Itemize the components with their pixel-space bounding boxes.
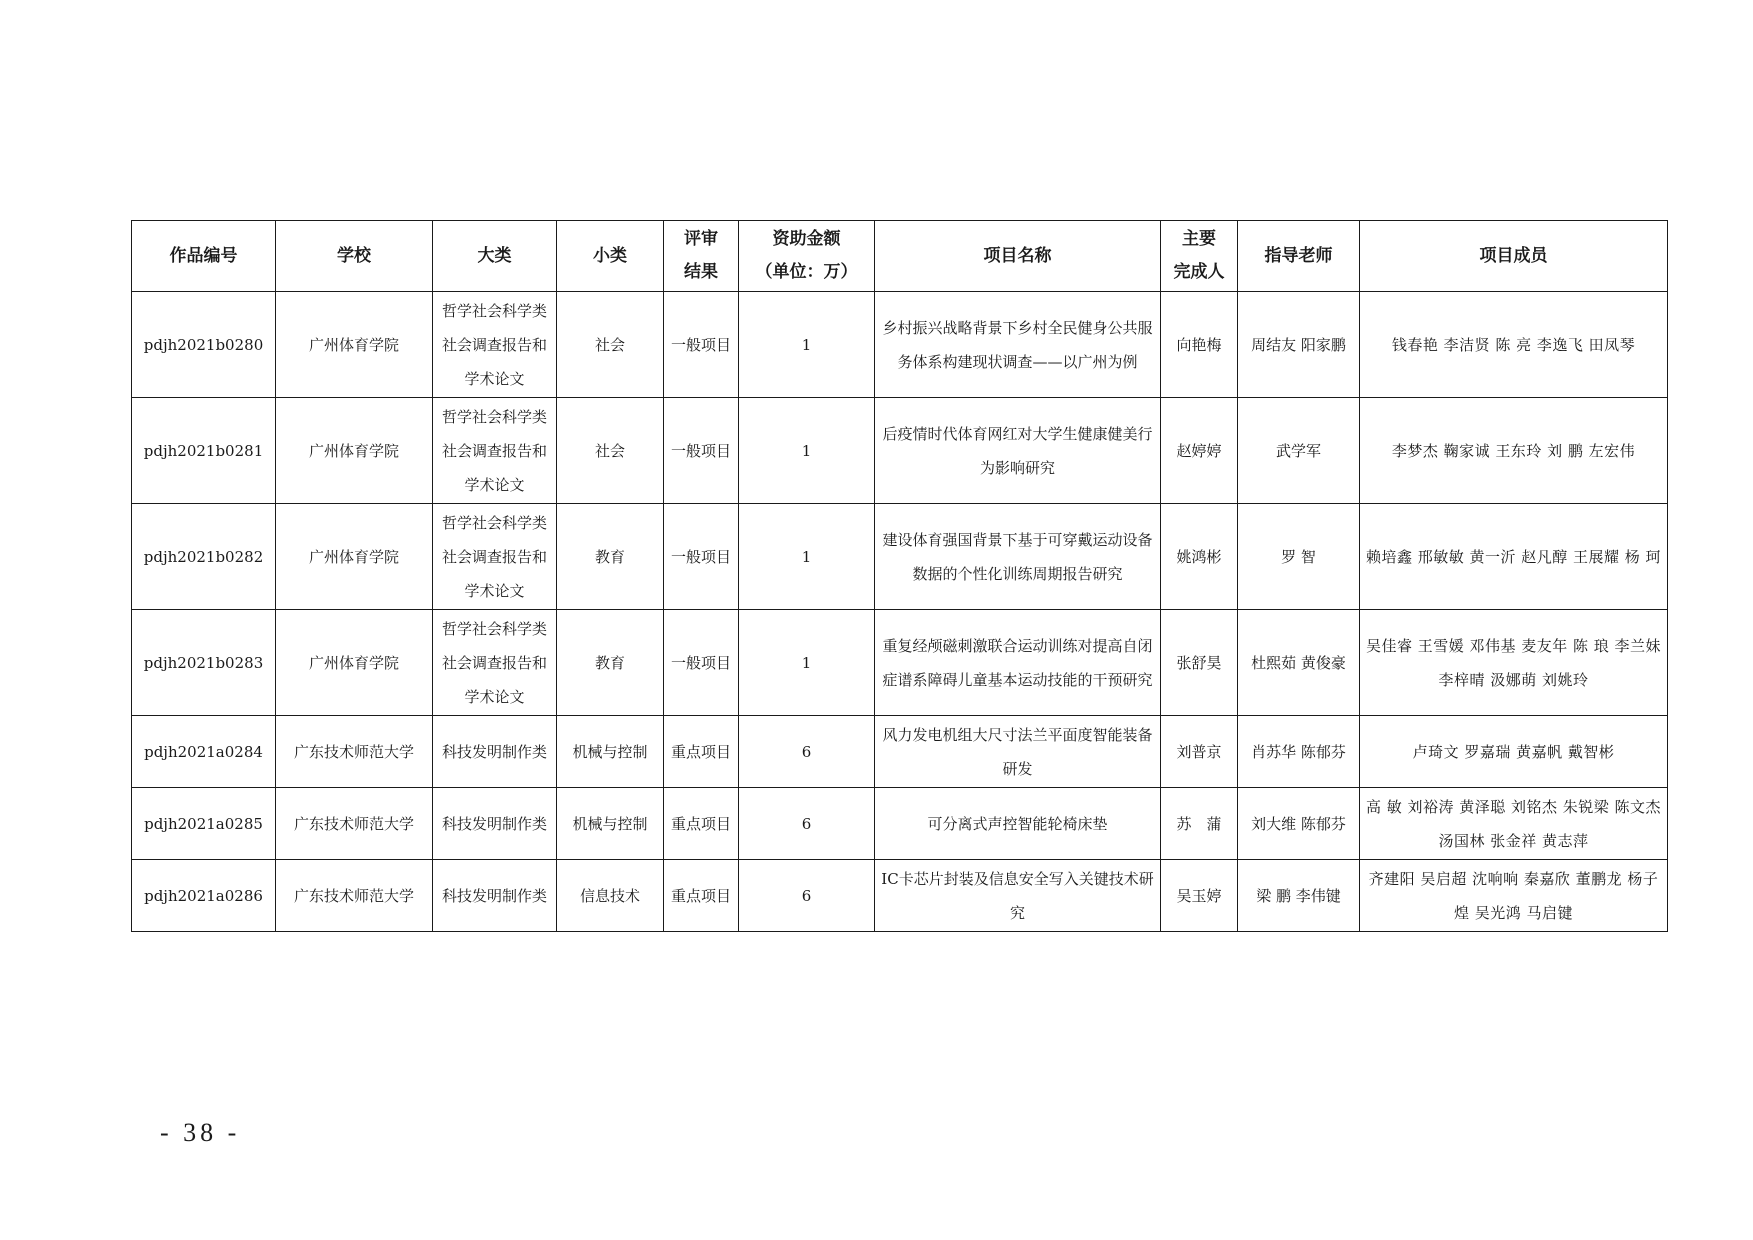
cell-school: 广州体育学院 — [276, 398, 433, 504]
cell-members: 李梦杰 鞠家诚 王东玲 刘 鹏 左宏伟 — [1360, 398, 1668, 504]
header-funding-line1: 资助金额 — [772, 229, 841, 249]
cell-advisor: 罗 智 — [1238, 504, 1360, 610]
table-row — [132, 788, 1668, 860]
project-table — [131, 220, 1668, 932]
cell-review-result: 一般项目 — [664, 292, 739, 398]
header-project: 项目名称 — [875, 221, 1161, 292]
cell-leader: 姚鸿彬 — [1161, 504, 1238, 610]
cell-school: 广州体育学院 — [276, 610, 433, 716]
cell-minor-category: 教育 — [557, 504, 664, 610]
header-funding-line2: （单位：万） — [755, 262, 858, 282]
cell-project-name: 建设体育强国背景下基于可穿戴运动设备数据的个性化训练周期报告研究 — [875, 504, 1161, 610]
table-row — [132, 860, 1668, 932]
cell-id: pdjh2021b0282 — [132, 504, 276, 610]
cell-major-category: 哲学社会科学类社会调查报告和学术论文 — [433, 292, 557, 398]
cell-major-category: 科技发明制作类 — [433, 860, 557, 932]
cell-funding: 1 — [739, 292, 875, 398]
cell-minor-category: 社会 — [557, 398, 664, 504]
cell-minor-category: 信息技术 — [557, 860, 664, 932]
header-leader-line2: 完成人 — [1173, 262, 1225, 282]
cell-project-name: 风力发电机组大尺寸法兰平面度智能装备研发 — [875, 716, 1161, 788]
header-review-line2: 结果 — [684, 262, 718, 282]
cell-school: 广州体育学院 — [276, 292, 433, 398]
cell-minor-category: 社会 — [557, 292, 664, 398]
cell-review-result: 重点项目 — [664, 716, 739, 788]
cell-members: 赖培鑫 邢敏敏 黄一沂 赵凡醇 王展耀 杨 珂 — [1360, 504, 1668, 610]
page-number: - 38 - — [160, 1118, 241, 1147]
header-school: 学校 — [276, 221, 433, 292]
cell-id: pdjh2021a0286 — [132, 860, 276, 932]
cell-funding: 6 — [739, 716, 875, 788]
cell-funding: 6 — [739, 860, 875, 932]
cell-advisor: 杜熙茹 黄俊豪 — [1238, 610, 1360, 716]
header-id: 作品编号 — [132, 221, 276, 292]
cell-funding: 1 — [739, 610, 875, 716]
cell-id: pdjh2021b0283 — [132, 610, 276, 716]
header-advisor: 指导老师 — [1238, 221, 1360, 292]
table-row — [132, 716, 1668, 788]
cell-members: 卢琦文 罗嘉瑞 黄嘉帆 戴智彬 — [1360, 716, 1668, 788]
table-row — [132, 504, 1668, 610]
header-minor-category: 小类 — [557, 221, 664, 292]
cell-school: 广东技术师范大学 — [276, 860, 433, 932]
cell-advisor: 周结友 阳家鹏 — [1238, 292, 1360, 398]
cell-id: pdjh2021b0281 — [132, 398, 276, 504]
cell-id: pdjh2021a0284 — [132, 716, 276, 788]
cell-advisor: 刘大维 陈郁芬 — [1238, 788, 1360, 860]
cell-review-result: 重点项目 — [664, 788, 739, 860]
cell-funding: 1 — [739, 504, 875, 610]
cell-funding: 6 — [739, 788, 875, 860]
cell-advisor: 梁 鹏 李伟键 — [1238, 860, 1360, 932]
cell-members: 高 敏 刘裕涛 黄泽聪 刘铭杰 朱锐梁 陈文杰 汤国林 张金祥 黄志萍 — [1360, 788, 1668, 860]
table-row — [132, 610, 1668, 716]
table-row — [132, 292, 1668, 398]
cell-school: 广州体育学院 — [276, 504, 433, 610]
cell-project-name: 重复经颅磁刺激联合运动训练对提高自闭症谱系障碍儿童基本运动技能的干预研究 — [875, 610, 1161, 716]
cell-leader: 吴玉婷 — [1161, 860, 1238, 932]
cell-major-category: 哲学社会科学类社会调查报告和学术论文 — [433, 398, 557, 504]
cell-funding: 1 — [739, 398, 875, 504]
cell-project-name: 后疫情时代体育网红对大学生健康健美行为影响研究 — [875, 398, 1161, 504]
cell-members: 吴佳睿 王雪媛 邓伟基 麦友年 陈 琅 李兰妹 李梓晴 汲娜萌 刘姚玲 — [1360, 610, 1668, 716]
cell-advisor: 肖苏华 陈郁芬 — [1238, 716, 1360, 788]
header-leader — [1161, 221, 1238, 292]
cell-major-category: 科技发明制作类 — [433, 716, 557, 788]
header-major-category: 大类 — [433, 221, 557, 292]
cell-major-category: 哲学社会科学类社会调查报告和学术论文 — [433, 504, 557, 610]
cell-review-result: 一般项目 — [664, 610, 739, 716]
cell-advisor: 武学军 — [1238, 398, 1360, 504]
cell-project-name: 可分离式声控智能轮椅床垫 — [875, 788, 1161, 860]
cell-review-result: 重点项目 — [664, 860, 739, 932]
cell-review-result: 一般项目 — [664, 504, 739, 610]
cell-id: pdjh2021b0280 — [132, 292, 276, 398]
header-funding — [739, 221, 875, 292]
cell-project-name: 乡村振兴战略背景下乡村全民健身公共服务体系构建现状调查——以广州为例 — [875, 292, 1161, 398]
cell-id: pdjh2021a0285 — [132, 788, 276, 860]
cell-school: 广东技术师范大学 — [276, 716, 433, 788]
cell-review-result: 一般项目 — [664, 398, 739, 504]
cell-leader: 张舒昊 — [1161, 610, 1238, 716]
header-members: 项目成员 — [1360, 221, 1668, 292]
cell-members: 齐建阳 吴启超 沈响响 秦嘉欣 董鹏龙 杨子煌 吴光鸿 马启键 — [1360, 860, 1668, 932]
cell-major-category: 科技发明制作类 — [433, 788, 557, 860]
cell-leader: 苏 蒲 — [1161, 788, 1238, 860]
cell-minor-category: 机械与控制 — [557, 788, 664, 860]
header-review-result — [664, 221, 739, 292]
header-review-line1: 评审 — [684, 229, 718, 249]
cell-minor-category: 教育 — [557, 610, 664, 716]
cell-major-category: 哲学社会科学类社会调查报告和学术论文 — [433, 610, 557, 716]
cell-school: 广东技术师范大学 — [276, 788, 433, 860]
cell-leader: 刘普京 — [1161, 716, 1238, 788]
cell-leader: 赵婷婷 — [1161, 398, 1238, 504]
table-row — [132, 398, 1668, 504]
table-header-row — [132, 221, 1668, 292]
cell-members: 钱春艳 李洁贤 陈 亮 李逸飞 田凤琴 — [1360, 292, 1668, 398]
header-leader-line1: 主要 — [1182, 229, 1216, 249]
cell-minor-category: 机械与控制 — [557, 716, 664, 788]
cell-project-name: IC卡芯片封装及信息安全写入关键技术研究 — [875, 860, 1161, 932]
cell-leader: 向艳梅 — [1161, 292, 1238, 398]
